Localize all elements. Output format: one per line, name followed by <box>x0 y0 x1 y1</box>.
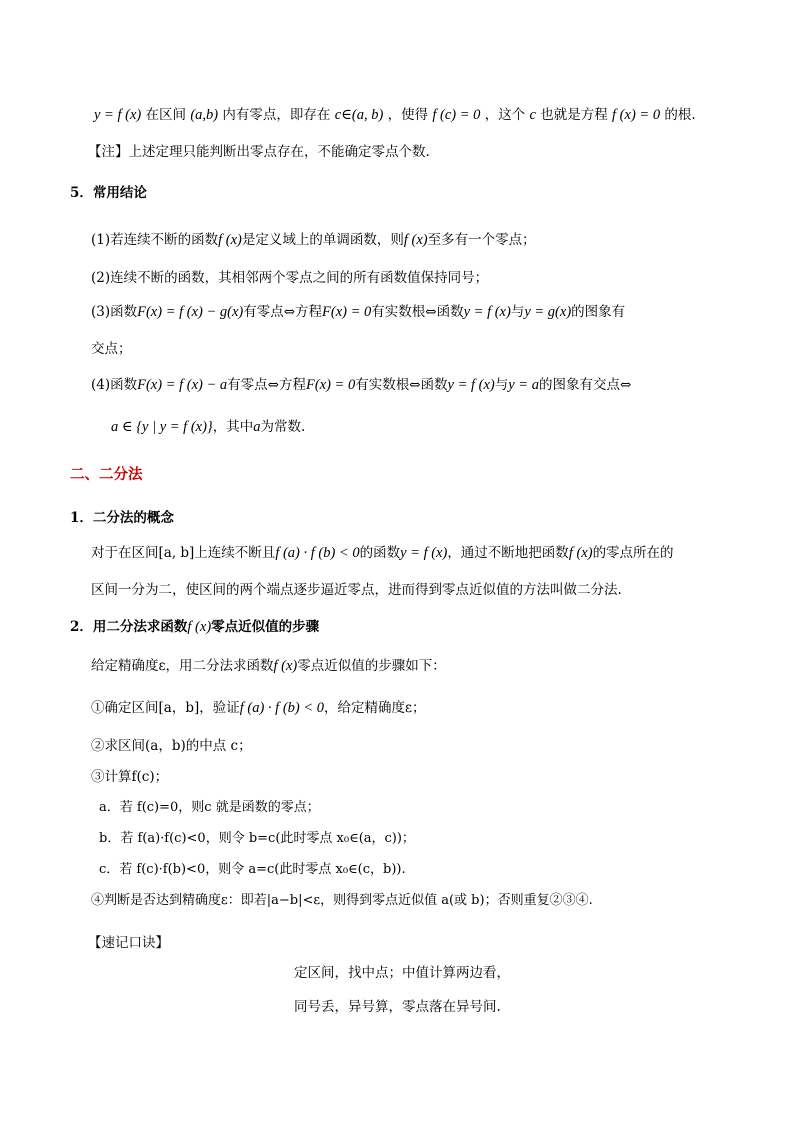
math: F(x) = f (x) − a <box>137 377 228 393</box>
math: f (a) · f (b) < 0 <box>239 700 325 716</box>
math: f (x) = 0 <box>612 107 661 123</box>
text: 有零点⇔方程 <box>227 377 306 393</box>
text: ，其中 <box>212 419 254 435</box>
text: 在区间 <box>145 107 187 123</box>
text: 对于在区间[a, b]上连续不断且 <box>91 545 276 561</box>
text: 2．用二分法求函数 <box>70 619 188 635</box>
math: F(x) = 0 <box>305 377 356 393</box>
text: ①确定区间[a，b]，验证 <box>91 700 240 716</box>
mnemonic-line-2: 同号丢，异号算，零点落在异号间. <box>294 999 501 1015</box>
theorem-line <box>94 106 696 124</box>
text: 零点近似值的步骤如下： <box>297 658 446 674</box>
math: F(x) = f (x) − g(x) <box>137 304 244 320</box>
math: y = g(x) <box>524 304 572 320</box>
math: c <box>529 107 536 123</box>
mnemonic-line-1: 定区间，找中点；中值计算两边看， <box>294 965 510 981</box>
text: ，这个 <box>484 107 526 123</box>
step-3a: a．若 f(c)=0，则c 就是函数的零点； <box>99 800 320 815</box>
step-1 <box>91 699 426 717</box>
step-2: ②求区间(a，b)的中点 c； <box>91 738 252 754</box>
math: (a,b) <box>190 107 219 123</box>
text: 有实数根⇔函数 <box>371 304 464 320</box>
text: 给定精确度ε，用二分法求函数 <box>91 658 274 674</box>
math: F(x) = 0 <box>322 304 372 320</box>
text: 零点近似值的步骤 <box>211 619 320 635</box>
math: a ∈ {y | y = f (x)} <box>111 419 213 435</box>
math: f (a) · f (b) < 0 <box>275 545 360 561</box>
conclusion-4 <box>91 376 631 394</box>
math: c∈(a, b) <box>334 107 384 123</box>
text: 的函数 <box>359 545 401 561</box>
text: 的零点所在的 <box>592 545 674 561</box>
text: 的图象有 <box>571 304 626 320</box>
text: 有实数根⇔函数 <box>355 377 448 393</box>
math: y = f (x) <box>447 377 495 393</box>
step-3b: b．若 f(a)·f(c)<0，则令 b=c(此时零点 x₀∈(a，c))； <box>99 831 415 846</box>
math: a <box>253 419 261 435</box>
step-3c: c．若 f(c)·f(b)<0，则令 a=c(此时零点 x₀∈(c，b)). <box>99 862 406 877</box>
math: f (x) <box>218 232 242 248</box>
text: (1)若连续不断的函数 <box>91 232 219 248</box>
text: 也就是方程 <box>540 107 608 123</box>
bisection-def-line-1 <box>91 544 674 562</box>
conclusion-1 <box>91 231 536 249</box>
math: y = f (x) <box>94 107 142 123</box>
math: f (x) <box>403 232 428 248</box>
math: y = f (x) <box>463 304 511 320</box>
text: 与 <box>510 304 525 320</box>
part-2-heading: 二、二分法 <box>70 466 143 483</box>
text: ，通过不断地把函数 <box>447 545 569 561</box>
step-3: ③计算f(c)； <box>91 769 169 785</box>
bisection-def-line-2: 区间一分为二，使区间的两个端点逐步逼近零点，进而得到零点近似值的方法叫做二分法. <box>91 582 622 598</box>
text: (3)函数 <box>91 304 138 320</box>
conclusion-2: (2)连续不断的函数，其相邻两个零点之间的所有函数值保持同号； <box>91 270 489 286</box>
text: 与 <box>494 377 509 393</box>
math: f (x) <box>187 619 212 635</box>
section-5-heading: 5．常用结论 <box>70 185 147 201</box>
text: 有零点⇔方程 <box>243 304 323 320</box>
text: 的根. <box>664 107 696 123</box>
text: ，给定精确度ε； <box>324 700 426 716</box>
mnemonic-heading: 【速记口诀】 <box>88 935 169 951</box>
steps-intro <box>91 657 446 675</box>
text: 内有零点，即存在 <box>222 107 331 123</box>
math: f (x) <box>568 545 593 561</box>
math: y = a <box>508 377 539 393</box>
conclusion-4-cont <box>111 418 305 436</box>
note: 【注】上述定理只能判断出零点存在，不能确定零点个数. <box>88 144 430 160</box>
step-4: ④判断是否达到精确度ε：即若|a−b|<ε，则得到零点近似值 a(或 b)；否则重复②③④. <box>91 893 593 908</box>
conclusion-3-cont: 交点； <box>91 341 132 357</box>
text: 为常数. <box>260 419 306 435</box>
math: y = f (x) <box>400 545 448 561</box>
bisection-concept-heading: 1．二分法的概念 <box>70 510 174 526</box>
math: f (c) = 0 <box>432 107 481 123</box>
text: (4)函数 <box>91 377 138 393</box>
bisection-steps-heading <box>70 618 319 636</box>
conclusion-3 <box>91 303 625 321</box>
text: 是定义域上的单调函数，则 <box>241 232 404 248</box>
text: 的图象有交点⇔ <box>538 377 632 393</box>
text: 至多有一个零点； <box>427 232 536 248</box>
text: ，使得 <box>387 107 429 123</box>
math: f (x) <box>273 658 298 674</box>
